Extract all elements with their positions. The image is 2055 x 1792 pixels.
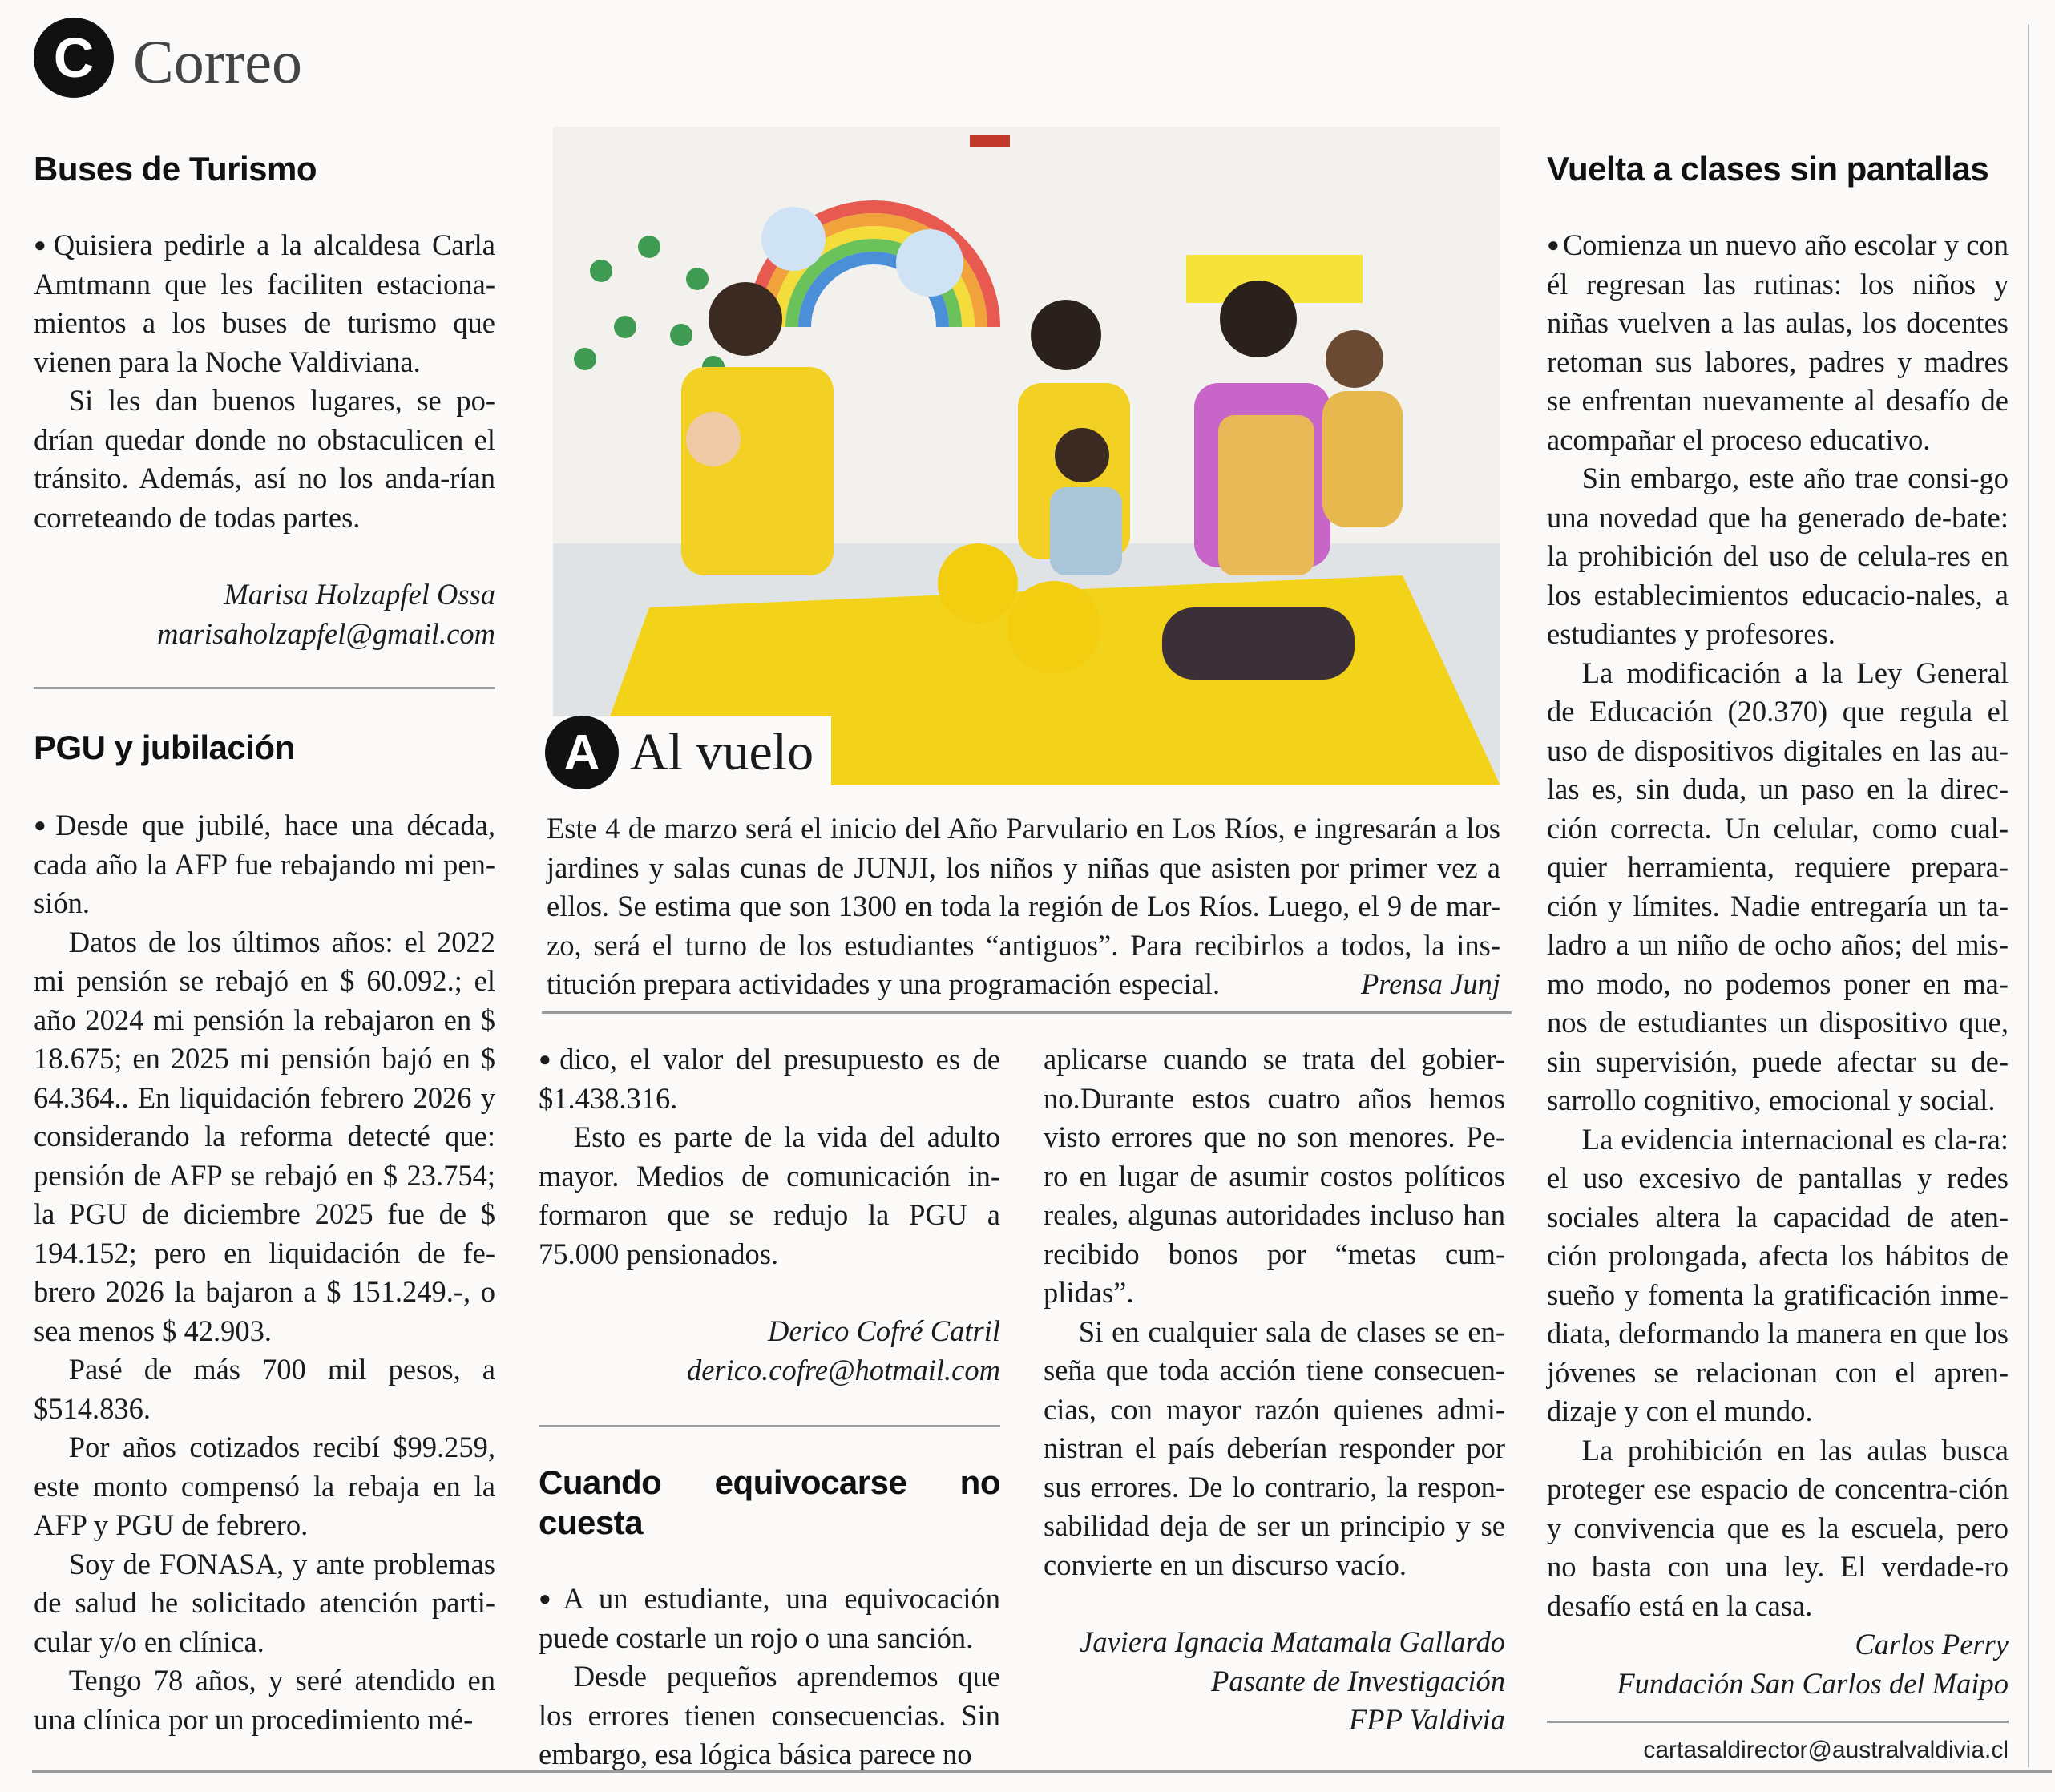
letter-separator [1547,1721,2009,1723]
letter-paragraph: Tengo 78 años, y seré atendido en una clínica por un procedimiento mé- [34,1664,495,1736]
letter-title: Buses de Turismo [34,150,317,188]
letter-author: Marisa Holzapfel Ossa [224,578,495,611]
letter-title: PGU y jubilación [34,729,295,766]
letter-paragraph: Desde pequeños aprendemos que los errores tienen consecuencias. Sin embargo, esa lógica básica parece no [539,1660,1000,1770]
letter-paragraph: La modificación a la Ley General de Educación (20.370) que regula el uso de dispositivos digitales en las au-las es, sin duda, un paso en la direc-ción correcta. Un celular, como cual-quier herramienta, requiere prepara-ción y límites. Nadie entregaría un ta-ladro a un niño de ocho años; del mis-mo modo, no podemos poner en ma-nos de estudiantes un dispositivo que, sin supervisión, puede afectar su de-sarrollo cognitivo, emocional y social. [1547,656,2009,1116]
al-vuelo-logo: A [545,716,619,789]
section-title: Correo [133,29,303,96]
letters-contact-email[interactable]: cartasaldirector@australvaldivia.cl [1643,1737,2009,1763]
letter-paragraph: Pasé de más 700 mil pesos, a $514.836. [34,1353,495,1425]
letter-paragraph: Soy de FONASA, y ante problemas de salud he solicitado atención parti-cular y/o en clínica. [34,1547,495,1658]
letter-paragraph: Esto es parte de la vida del adulto mayor. Medios de comunicación in-formaron que se redujo la PGU a 75.000 pensionados. [539,1120,1000,1270]
letter-paragraph: Datos de los últimos años: el 2022 mi pensión se rebajó en $ 60.092.; el año 2024 mi pensión la rebajaron en $ 18.675; en 2025 mi pensión bajó en $ 64.364.. En liquidación febrero 2026 y considerando la reforma detecté que: pensión de AFP se rebajó en $ 23.754; la PGU de diciembre 2025 fue de $ 194.152; pero en liquidación de fe-brero 2026 la bajaron a $ 151.249.-, o sea menos $ 42.903. [34,925,495,1347]
column-divider [2028,24,2029,1767]
letter-paragraph: ● Quisiera pedirle a la alcaldesa Carla Amtmann que les faciliten estaciona-mientos a los buses de turismo que vienen para la Noche Valdiviana. [34,226,495,381]
letter-paragraph: aplicarse cuando se trata del gobier-no.Durante estos cuatro años hemos visto errores que no son menores. Pe-ro en lugar de asumir costos políticos reales, algunas autoridades incluso han recibido bonos por “metas cum-plidas”. [1044,1043,1505,1309]
letter-pgu-jubilacion [34,728,495,1739]
letter-paragraph: Sin embargo, este año trae consi-go una novedad que ha generado de-bate: la prohibición del uso de celula-res en los establecimientos educacio-nales, a estudiantes y profesores. [1547,462,2009,650]
letter-author-org: Fundación San Carlos del Maipo [1617,1666,2009,1700]
caption-separator [542,1011,1512,1014]
letter-author-org: FPP Valdivia [1349,1703,1505,1736]
page-bottom-rule [32,1770,2052,1773]
letter-buses-turismo [34,149,495,689]
letter-title: Vuelta a clases sin pantallas [1547,150,1989,188]
letter-author-role: Pasante de Investigación [1211,1664,1505,1697]
letter-title: Cuando equivocarse no cuesta [539,1463,1000,1541]
letter-equivocarse-continuation [1044,1040,1505,1740]
letter-separator [34,687,495,689]
letter-paragraph: ● dico, el valor del presupuesto es de $1.438.316. [539,1040,1000,1118]
al-vuelo-label: Al vuelo [630,723,814,781]
photo-caption-text: Este 4 de marzo será el inicio del Año Parvulario en Los Ríos, e ingresarán a los jardines y salas cunas de JUNJI, los niños y niñas que asisten por primer vez a ellos. Se estima que son 1300 en toda la región de Los Ríos. Luego, el 9 de mar-zo, será el turno de los estudiantes “antiguos”. Para recibirlos a todos, la ins-titución prepara actividades y una programación especial. [547,812,1500,1000]
letter-paragraph: Si les dan buenos lugares, se po-drían quedar donde no obstaculicen el tránsito. Además, así no los anda-rían correteando de todas partes. [34,384,495,534]
letter-author: Derico Cofré Catril [768,1314,1000,1347]
photo-caption [547,809,1500,1004]
letter-author: Javiera Ignacia Matamala Gallardo [1080,1625,1505,1658]
letter-pgu-continuation [539,1040,1000,1774]
letter-paragraph: La evidencia internacional es cla-ra: el uso excesivo de pantallas y redes sociales altera la capacidad de aten-ción prolongada, afecta los hábitos de sueño y fomenta la gratificación inme-diata, deformando la manera en que los jóvenes se relacionan con el apren-dizaje y con el mundo. [1547,1122,2009,1427]
letter-separator [539,1425,1000,1427]
letter-author-email[interactable]: derico.cofre@hotmail.com [686,1353,1000,1386]
letter-paragraph: ● Desde que jubilé, hace una década, cada año la AFP fue rebajando mi pen-sión. [34,806,495,923]
letter-paragraph: ● A un estudiante, una equivocación puede costarle un rojo o una sanción. [539,1580,1000,1657]
feature-photo [553,127,1500,785]
letter-vuelta-a-clases [1547,149,2009,1770]
letter-author: Carlos Perry [1855,1628,2009,1661]
letter-paragraph: Por años cotizados recibí $99.259, este monto compensó la rebaja en la AFP y PGU de febrero. [34,1431,495,1541]
letter-paragraph: ● Comienza un nuevo año escolar y con él regresan las rutinas: los niños y niñas vuelven a las aulas, los docentes retoman sus labores, padres y madres se enfrentan nuevamente al desafío de acompañar el proceso educativo. [1547,226,2009,459]
photo-credit: Prensa Junj [1360,967,1500,1000]
section-logo: C [34,18,114,98]
letter-paragraph: La prohibición en las aulas busca proteger ese espacio de concentra-ción y convivencia que es la escuela, pero no basta con una ley. El verdade-ro desafío está en la casa. [1547,1433,2009,1622]
al-vuelo-badge [545,716,831,789]
letter-author-email[interactable]: marisaholzapfel@gmail.com [157,616,495,650]
letter-paragraph: Si en cualquier sala de clases se en-seña que toda acción tiene consecuen-cias, con mayor razón quienes admi-nistran el país deberían responder por sus errores. De lo contrario, la respon-sabilidad deja de ser un principio y se convierte en un discurso vacío. [1044,1314,1505,1581]
kindergarten-photo-illustration [553,127,1500,785]
